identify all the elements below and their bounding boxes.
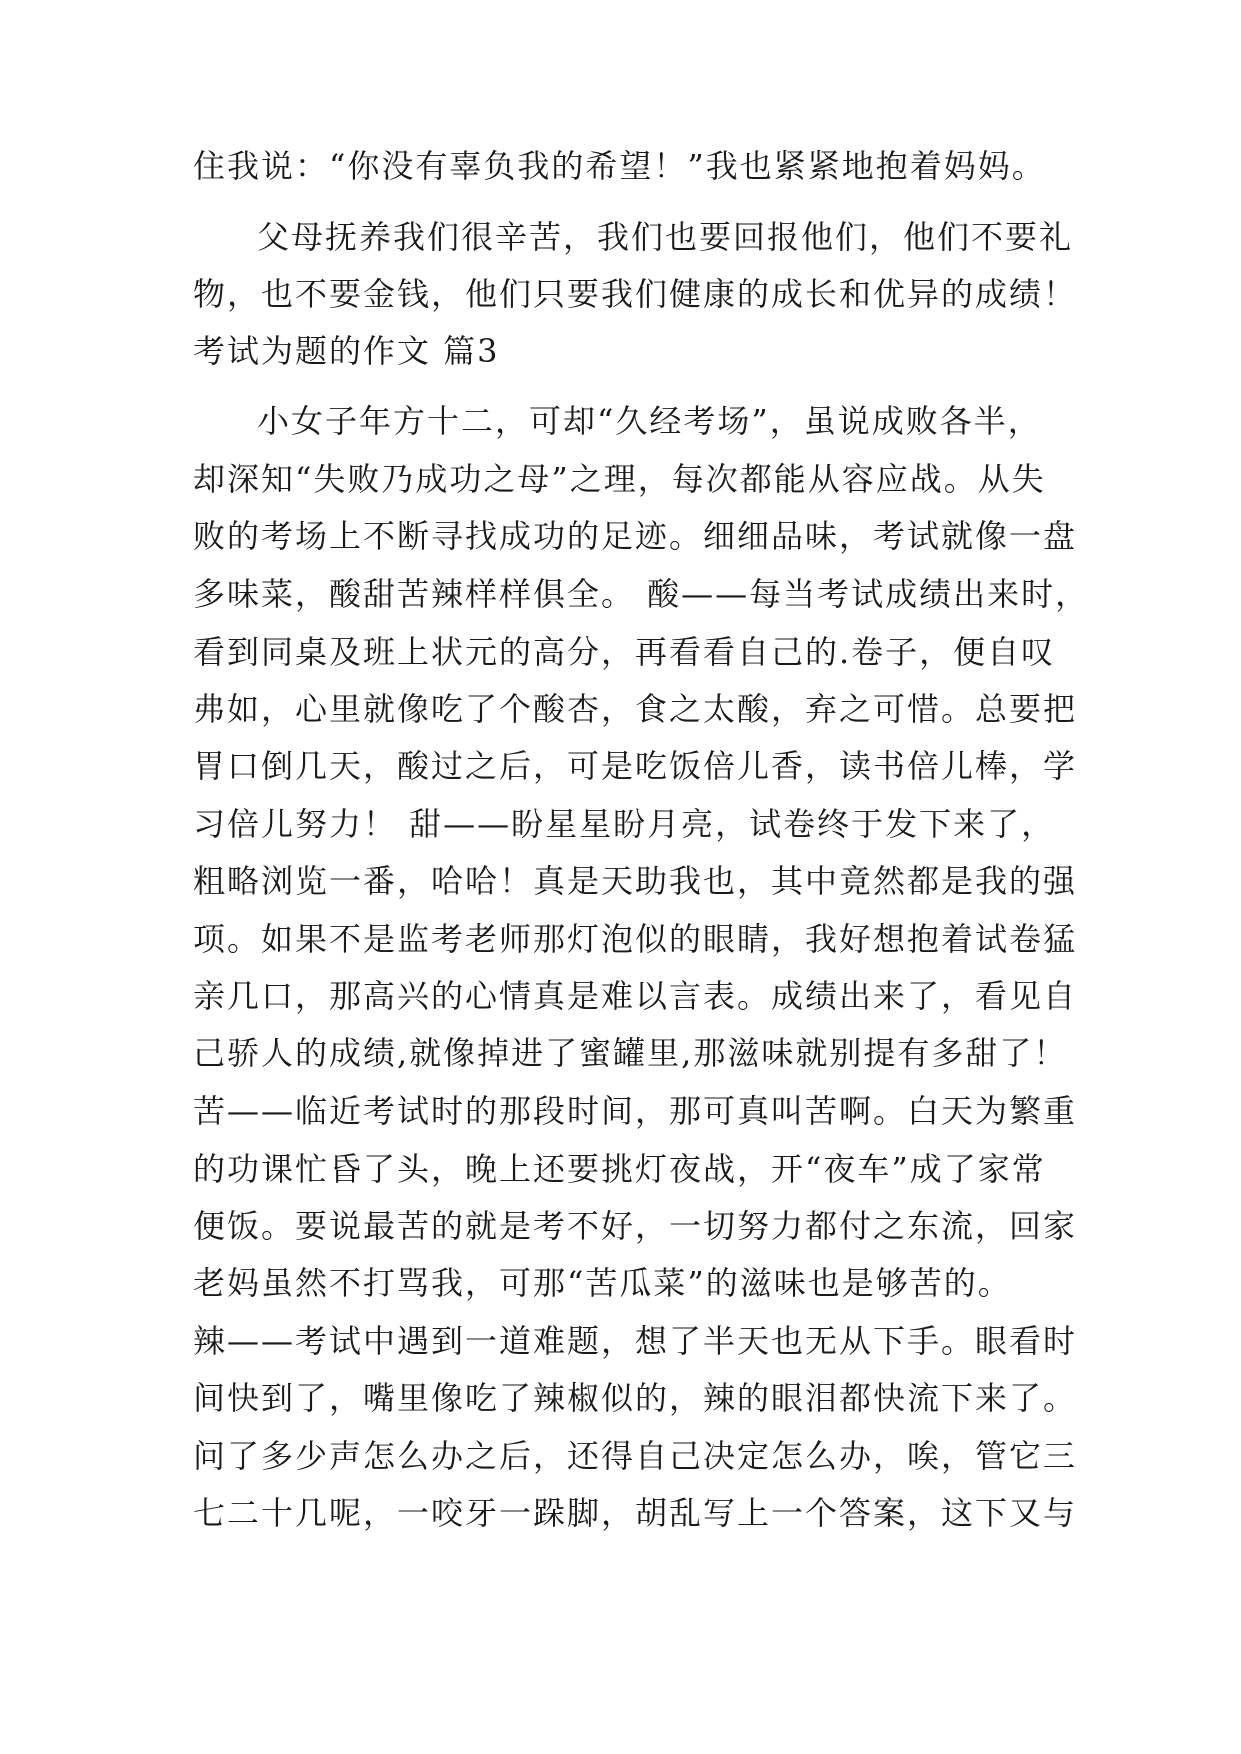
text-line: 的功课忙昏了头，晚上还要挑灯夜战，开“夜车”成了家常: [193, 1150, 1046, 1188]
text-line: 父母抚养我们很辛苦，我们也要回报他们，他们不要礼: [257, 218, 1074, 256]
text-line: 多味菜，酸甜苦辣样样俱全。 酸——每当考试成绩出来时，: [193, 575, 1090, 613]
text-line: 粗略浏览一番，哈哈！真是天助我也，其中竟然都是我的强: [193, 862, 1078, 900]
text-line: 习倍儿努力！ 甜——盼星星盼月亮，试卷终于发下来了，: [193, 805, 1056, 843]
text-line: 苦——临近考试时的那段时间，那可真叫苦啊。白天为繁重: [193, 1092, 1078, 1130]
text-line: 物，也不要金钱，他们只要我们健康的成长和优异的成绩！: [193, 275, 1078, 313]
text-line: 项。如果不是监考老师那灯泡似的眼睛，我好想抱着试卷猛: [193, 920, 1078, 958]
text-line: 老妈虽然不打骂我，可那“苦瓜菜”的滋味也是够苦的。: [193, 1264, 1012, 1302]
section-heading: 考试为题的作文 篇3: [193, 332, 500, 370]
text-line: 间快到了，嘴里像吃了辣椒似的，辣的眼泪都快流下来了。: [193, 1379, 1078, 1417]
text-line: 己骄人的成绩,就像掉进了蜜罐里,那滋味就别提有多甜了！: [193, 1034, 1068, 1072]
text-line: 住我说：“你没有辜负我的希望！”我也紧紧地抱着妈妈。: [193, 147, 1046, 185]
text-line: 亲几口，那高兴的心情真是难以言表。成绩出来了，看见自: [193, 977, 1078, 1015]
text-line: 败的考场上不断寻找成功的足迹。细细品味，考试就像一盘: [193, 517, 1078, 555]
text-line: 小女子年方十二，可却“久经考场”，虽说成败各半，: [257, 402, 1042, 440]
text-line: 便饭。要说最苦的就是考不好，一切努力都付之东流，回家: [193, 1207, 1078, 1245]
text-line: 七二十几呢，一咬牙一跺脚，胡乱写上一个答案，这下又与: [193, 1494, 1078, 1532]
text-line: 问了多少声怎么办之后，还得自己决定怎么办，唉，管它三: [193, 1437, 1078, 1475]
text-line: 却深知“失败乃成功之母”之理，每次都能从容应战。从失: [193, 460, 1046, 498]
text-line: 辣——考试中遇到一道难题，想了半天也无从下手。眼看时: [193, 1322, 1078, 1360]
text-line: 胃口倒几天，酸过之后，可是吃饭倍儿香，读书倍儿棒，学: [193, 747, 1078, 785]
text-line: 弗如，心里就像吃了个酸杏，食之太酸，弃之可惜。总要把: [193, 690, 1078, 728]
text-line: 看到同桌及班上状元的高分，再看看自己的.卷子，便自叹: [193, 633, 1056, 671]
